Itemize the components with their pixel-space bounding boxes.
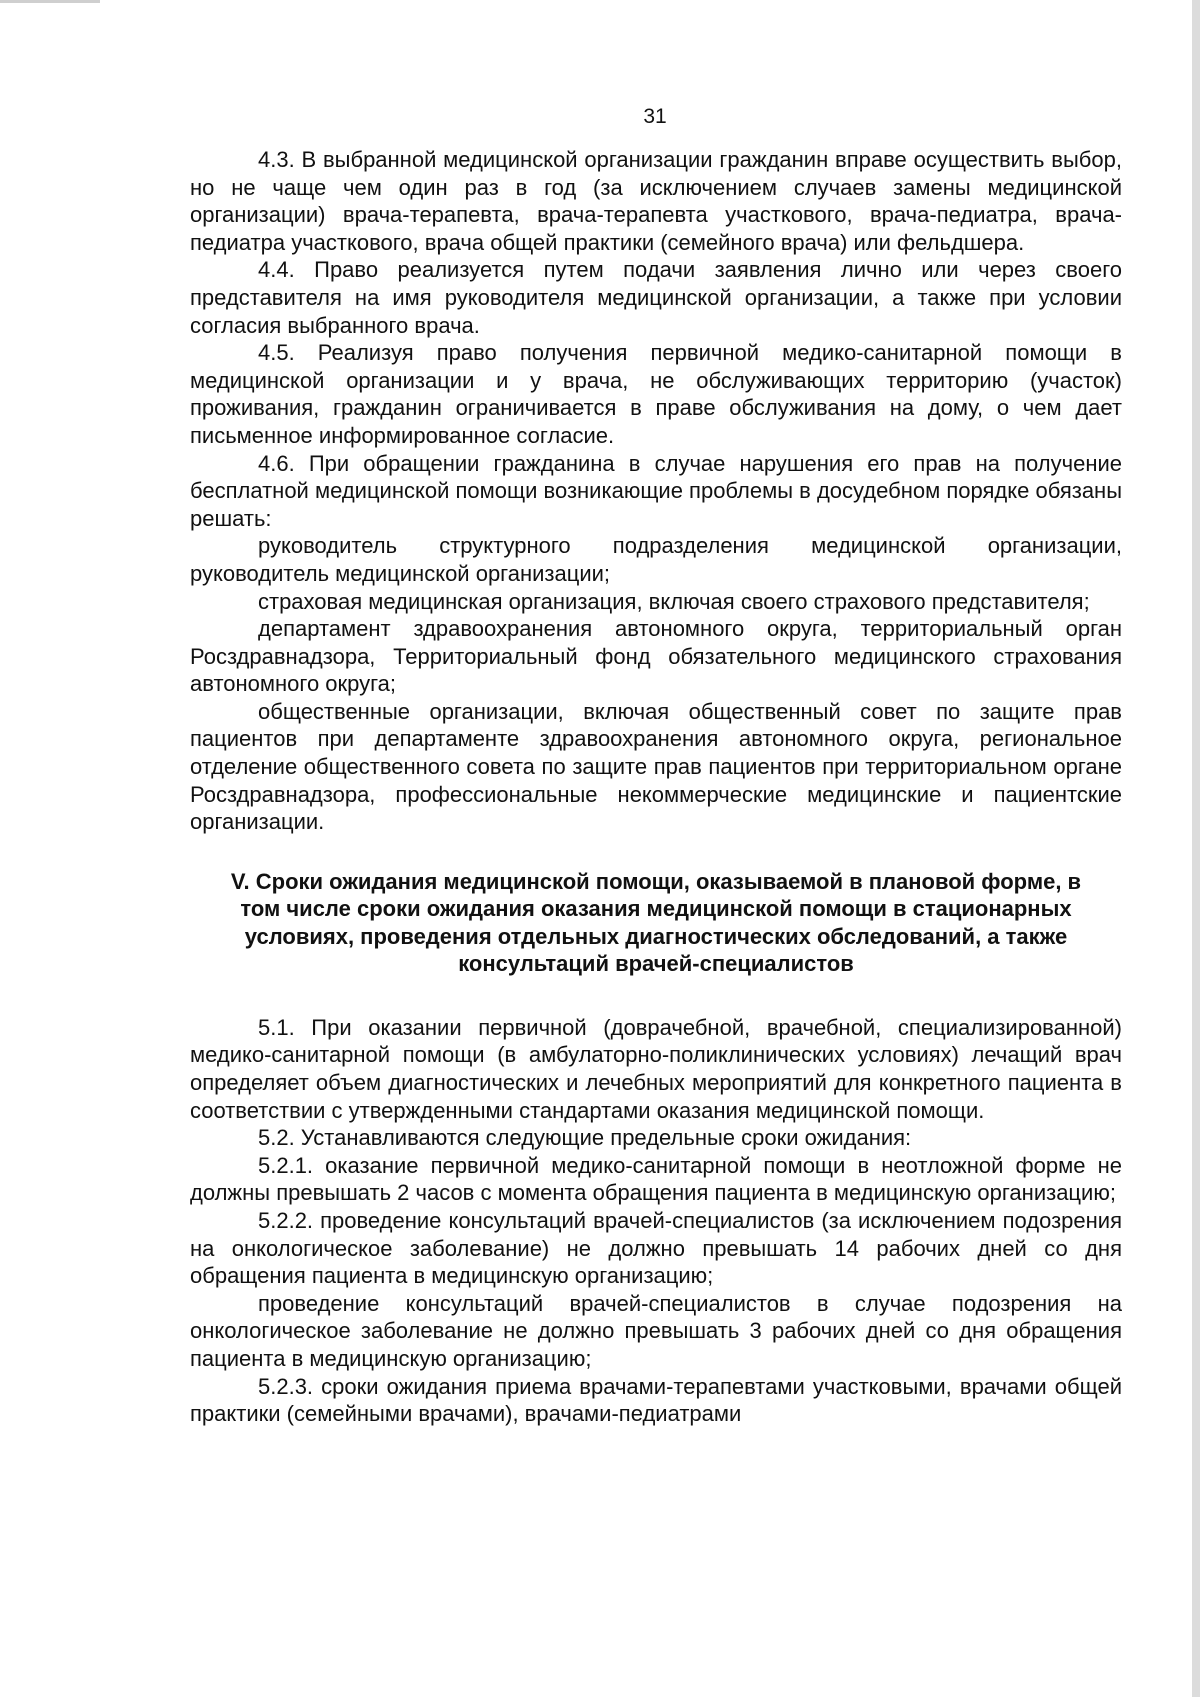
list-item-structural-head: руководитель структурного подразделения медицинской организации, руководитель медицинской организации; bbox=[190, 533, 1122, 586]
list-item-public-orgs: общественные организации, включая общественный совет по защите прав пациентов при департаменте здравоохранения автономного округа, региональное отделение общественного совета по защите прав пациентов при территориальном органе Росздравнадзора, профессиональные некоммерческие медицинские и пациентские организации. bbox=[190, 698, 1122, 835]
list-item-insurance-org: страховая медицинская организация, включая своего страхового представителя; bbox=[258, 588, 1090, 614]
paragraph-4-3: 4.3. В выбранной медицинской организации гражданин вправе осуществить выбор, но не чаще чем один раз в год (за исключением случаев замены медицинской организации) врача-терапевта, врача-терапевта участкового, врача-педиатра, врача-педиатра участкового, врача общей практики (семейного врача) или фельдшера. bbox=[190, 147, 1122, 255]
paragraph-4-6: 4.6. При обращении гражданина в случае нарушения его прав на получение бесплатной медицинской помощи возникающие проблемы в досудебном порядке обязаны решать: bbox=[190, 450, 1123, 531]
paragraph-5-1: 5.1. При оказании первичной (доврачебной, врачебной, специализированной) медико-санитарной помощи (в амбулаторно-поликлинических условиях) лечащий врач определяет объем диагностических и лечебных мероприятий для конкретного пациента в соответствии с утвержденными стандартами оказания медицинской помощи. bbox=[190, 1014, 1122, 1123]
scan-top-mark bbox=[0, 0, 100, 3]
paragraph-5-2-2: 5.2.2. проведение консультаций врачей-специалистов (за исключением подозрения на онкологическое заболевание) не должно превышать 14 рабочих дней со дня обращения пациента в медицинскую организацию; bbox=[190, 1208, 1122, 1289]
paragraph-5-2-3: 5.2.3. сроки ожидания приема врачами-терапевтами участковыми, врачами общей практики (семейными врачами), врачами-педиатрами bbox=[190, 1373, 1122, 1427]
paragraph-5-2: 5.2. Устанавливаются следующие предельные сроки ожидания: bbox=[258, 1125, 912, 1151]
section-5-heading: V. Сроки ожидания медицинской помощи, оказываемой в плановой форме, в том числе сроки ожидания оказания медицинской помощи в стационарных условиях, проведения отдельных диагностических обследований, а также консультаций врачей-специалистов bbox=[230, 868, 1082, 977]
document-body bbox=[190, 146, 1122, 1428]
paragraph-4-5: 4.5. Реализуя право получения первичной медико-санитарной помощи в медицинской организации и у врача, не обслуживающих территорию (участок) проживания, гражданин ограничивается в праве обслуживания на дому, о чем дает письменное информированное согласие. bbox=[190, 340, 1122, 448]
list-item-health-department: департамент здравоохранения автономного округа, территориальный орган Росздравнадзора, Территориальный фонд обязательного медицинского страхования автономного округа; bbox=[190, 616, 1122, 697]
scan-right-edge bbox=[1192, 0, 1200, 1697]
paragraph-5-2-2-oncology: проведение консультаций врачей-специалистов в случае подозрения на онкологическое заболевание не должно превышать 3 рабочих дней со дня обращения пациента в медицинскую организацию; bbox=[190, 1290, 1122, 1371]
page-number: 31 bbox=[643, 105, 667, 128]
paragraph-4-4: 4.4. Право реализуется путем подачи заявления лично или через своего представителя на имя руководителя медицинской организации, а также при условии согласия выбранного врача. bbox=[190, 257, 1122, 338]
paragraph-5-2-1: 5.2.1. оказание первичной медико-санитарной помощи в неотложной форме не должны превышать 2 часов с момента обращения пациента в медицинскую организацию; bbox=[190, 1152, 1122, 1206]
